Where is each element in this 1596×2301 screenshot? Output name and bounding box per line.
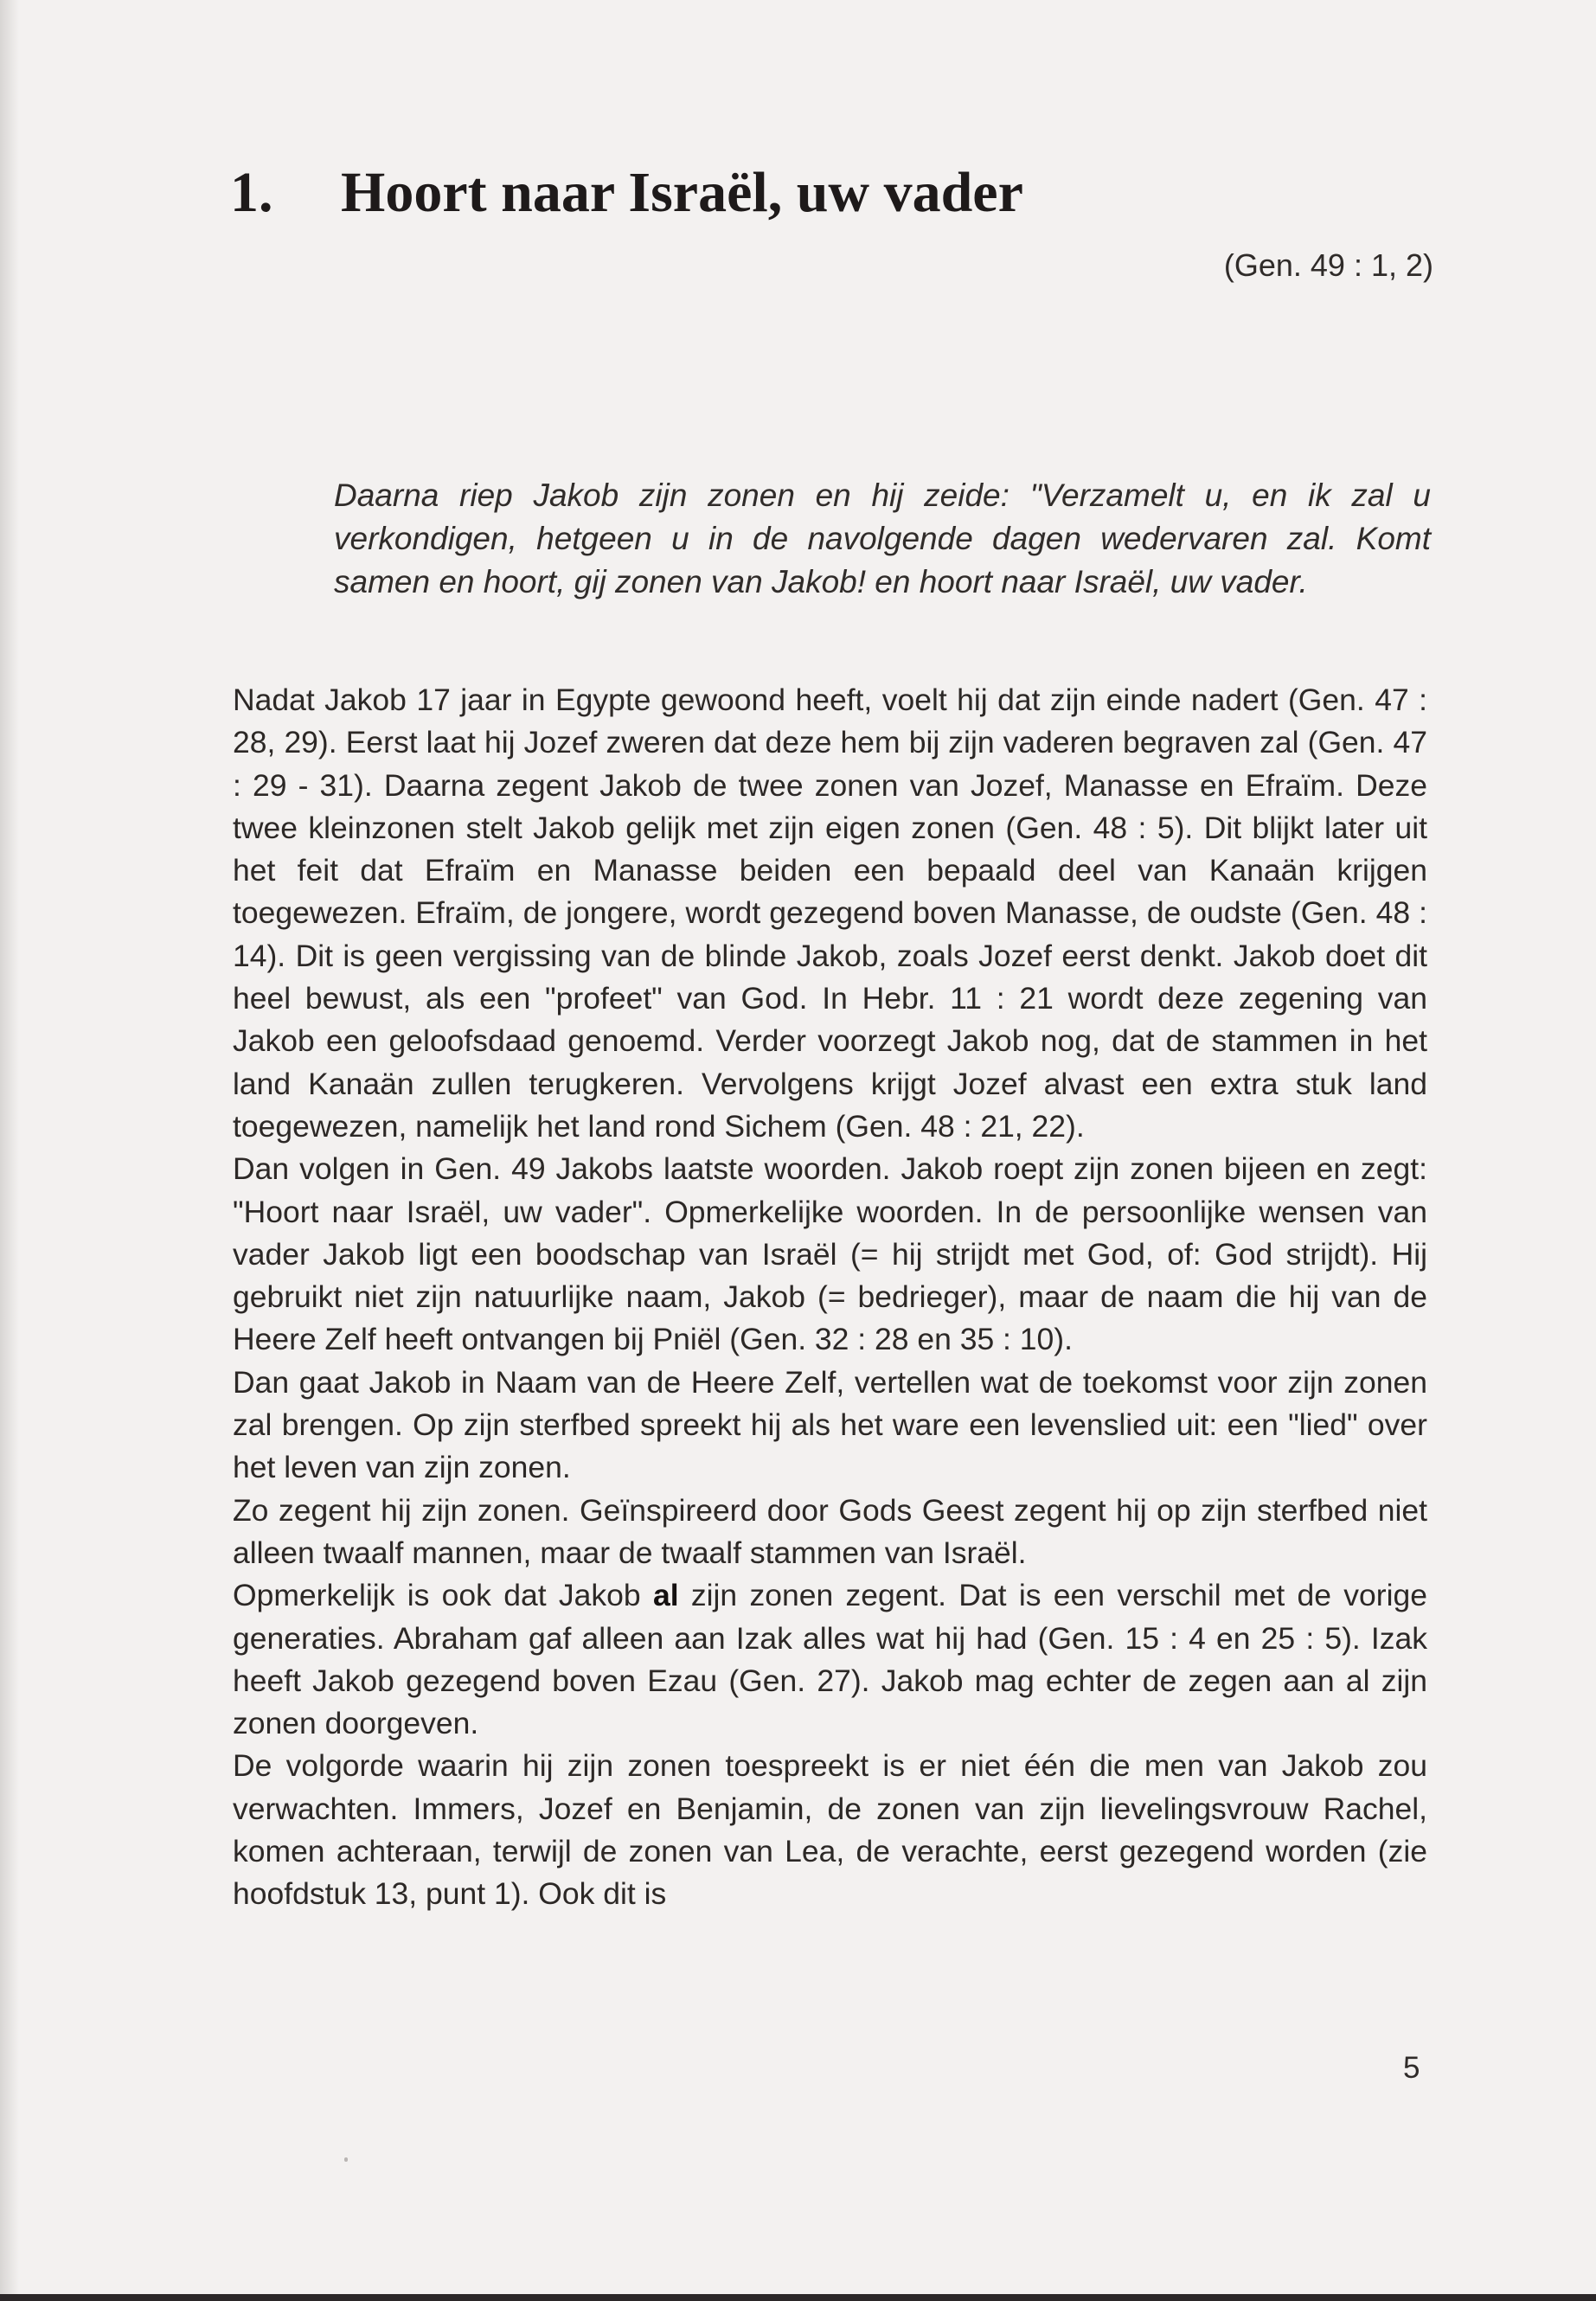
- scripture-reference: (Gen. 49 : 1, 2): [1223, 247, 1433, 283]
- paragraph-5-end: zijn zonen zegent. Dat is een verschil met de vorige generaties. Abraham gaf alleen aan Izak alles wat hij had (Gen. 15 : 4 en 25 : 5). Izak heeft Jakob gezegend boven Ezau (Gen. 27). Jakob mag echter de zegen aan al zijn zonen doorgeven.: [233, 1578, 1427, 1741]
- body-paragraph-4: Zo zegent hij zijn zonen. Geïnspireerd door Gods Geest zegent hij op zijn sterfbed niet alleen twaalf mannen, maar de twaalf stammen van Israël.: [233, 1492, 1427, 1570]
- body-paragraph-3: Dan gaat Jakob in Naam van de Heere Zelf, vertellen wat de toekomst voor zijn zonen zal brengen. Op zijn sterfbed spreekt hij als het ware een levenslied uit: een "lied" over het leven van zijn zonen.: [233, 1364, 1427, 1485]
- paragraph-5-start: Opmerkelijk is ook dat Jakob: [233, 1578, 653, 1613]
- scripture-quote: Daarna riep Jakob zijn zonen en hij zeide: "Verzamelt u, en ik zal u verkondigen, hetgeen u in de navolgende dagen wedervaren zal. Komt samen en hoort, gij zonen van Jakob! en hoort naar Israël, uw vader.: [334, 478, 1431, 599]
- chapter-heading: [230, 154, 1441, 232]
- scan-speck: [344, 2157, 348, 2162]
- body-paragraph-2: Dan volgen in Gen. 49 Jakobs laatste woorden. Jakob roept zijn zonen bijeen en zegt: "Hoort naar Israël, uw vader". Opmerkelijke woorden. In de persoonlijke wensen van vader Jakob ligt een boodschap van Israël (= hij strijdt met God, of: God strijdt). Hij gebruikt niet zijn natuurlijke naam, Jakob (= bedrieger), maar de naam die hij van de Heere Zelf heeft ontvangen bij Pniël (Gen. 32 : 28 en 35 : 10).: [233, 1151, 1427, 1357]
- body-paragraph-5: [233, 1574, 1427, 1745]
- body-paragraph-1: Nadat Jakob 17 jaar in Egypte gewoond heeft, voelt hij dat zijn einde nadert (Gen. 47 : 28, 29). Eerst laat hij Jozef zweren dat deze hem bij zijn vaderen begraven zal (Gen. 47 : 29 - 31). Daarna zegent Jakob de twee zonen van Jozef, Manasse en Efraïm. Deze twee kleinzonen stelt Jakob gelijk met zijn eigen zonen (Gen. 48 : 5). Dit blijkt later uit het feit dat Efraïm en Manasse beiden een bepaald deel van Kanaän krijgen toegewezen. Efraïm, de jongere, wordt gezegend boven Manasse, de oudste (Gen. 48 : 14). Dit is geen vergissing van de blinde Jakob, zoals Jozef eerst denkt. Jakob doet dit heel bewust, als een "profeet" van God. In Hebr. 11 : 21 wordt deze zegening van Jakob een geloofsdaad genoemd. Verder voorzegt Jakob nog, dat de stammen in het land Kanaän zullen terugkeren. Vervolgens krijgt Jozef alvast een extra stuk land toegewezen, namelijk het land rond Sichem (Gen. 48 : 21, 22).: [233, 683, 1427, 1144]
- chapter-title: Hoort naar Israël, uw vader: [341, 161, 1023, 224]
- scan-bottom-edge: [0, 2294, 1596, 2301]
- emphasis-al: al: [652, 1578, 679, 1613]
- body-paragraph-6: De volgorde waarin hij zijn zonen toespreekt is er niet één die men van Jakob zou verwachten. Immers, Jozef en Benjamin, de zonen van zijn lievelingsvrouw Rachel, komen achteraan, terwijl de zonen van Lea, de verachte, eerst gezegend worden (zie hoofdstuk 13, punt 1). Ook dit is: [233, 1748, 1427, 1912]
- chapter-number: 1.: [230, 161, 273, 224]
- page-number: 5: [1403, 2051, 1420, 2085]
- page-binding-shadow: [0, 0, 19, 2301]
- chapter-body: [233, 679, 1427, 1916]
